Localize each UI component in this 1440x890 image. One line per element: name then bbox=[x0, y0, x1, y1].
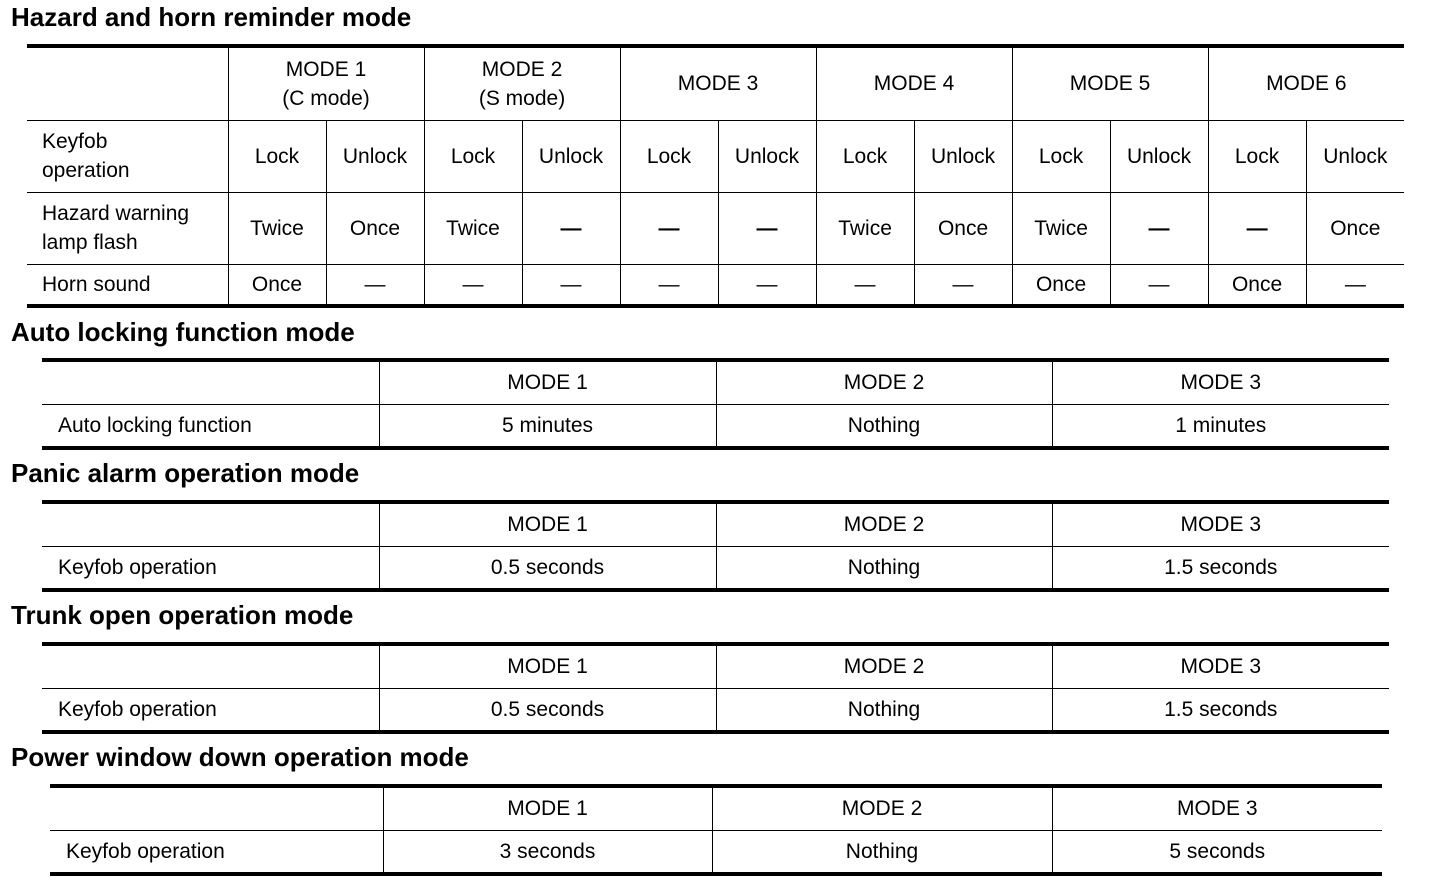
row-label: Keyfob operation bbox=[27, 120, 228, 192]
table-row bbox=[42, 546, 1389, 590]
table-row bbox=[50, 830, 1382, 874]
table-cell: Lock bbox=[1012, 120, 1110, 192]
table-cell: — bbox=[522, 264, 620, 306]
mode-header: MODE 3 bbox=[1052, 786, 1382, 830]
row-label: Horn sound bbox=[27, 264, 228, 306]
table-cell: Lock bbox=[228, 120, 326, 192]
mode-name: MODE 2 bbox=[481, 57, 563, 81]
table-header-row bbox=[42, 502, 1389, 546]
table-cell: Unlock bbox=[718, 120, 816, 192]
table-cell: Unlock bbox=[1110, 120, 1208, 192]
table-corner-cell bbox=[42, 502, 379, 546]
table-cell: — bbox=[326, 264, 424, 306]
table-cell: Once bbox=[1208, 264, 1306, 306]
mode-header: MODE 4 bbox=[816, 46, 1012, 120]
table-cell: 1.5 seconds bbox=[1052, 688, 1389, 732]
table-corner-cell bbox=[50, 786, 383, 830]
table-cell: — bbox=[1208, 192, 1306, 264]
table-corner-cell bbox=[42, 644, 379, 688]
table-row bbox=[42, 688, 1389, 732]
mode-header: MODE 1 bbox=[379, 502, 716, 546]
power-window-mode-table bbox=[50, 784, 1382, 876]
table-row bbox=[27, 120, 1404, 192]
table-cell: — bbox=[1110, 264, 1208, 306]
table-cell: Twice bbox=[1012, 192, 1110, 264]
table-cell: — bbox=[718, 264, 816, 306]
table-cell: Lock bbox=[424, 120, 522, 192]
mode-header: MODE 3 bbox=[1052, 644, 1389, 688]
table-cell: 5 minutes bbox=[379, 404, 716, 448]
table-cell: — bbox=[816, 264, 914, 306]
table-header-row bbox=[27, 46, 1404, 120]
table-cell: 0.5 seconds bbox=[379, 546, 716, 590]
mode-header: MODE 1 bbox=[379, 360, 716, 404]
table-cell: — bbox=[1110, 192, 1208, 264]
row-label: Hazard warning lamp flash bbox=[27, 192, 228, 264]
mode-header: MODE 2 bbox=[712, 786, 1052, 830]
table-cell: — bbox=[914, 264, 1012, 306]
row-label: Keyfob operation bbox=[50, 830, 383, 874]
table-cell: — bbox=[620, 192, 718, 264]
panic-section-title: Panic alarm operation mode bbox=[11, 458, 360, 488]
table-cell: Nothing bbox=[716, 546, 1052, 590]
table-cell: Lock bbox=[816, 120, 914, 192]
table-row bbox=[27, 192, 1404, 264]
table-cell: — bbox=[1306, 264, 1404, 306]
row-label: Keyfob operation bbox=[42, 546, 379, 590]
mode-subtitle: (S mode) bbox=[478, 86, 566, 110]
table-corner-cell bbox=[42, 360, 379, 404]
table-cell: Lock bbox=[1208, 120, 1306, 192]
table-cell: — bbox=[718, 192, 816, 264]
table-cell: Twice bbox=[816, 192, 914, 264]
table-cell: Nothing bbox=[712, 830, 1052, 874]
table-cell: Twice bbox=[228, 192, 326, 264]
mode-header: MODE 2 bbox=[716, 502, 1052, 546]
auto-lock-mode-table bbox=[42, 358, 1389, 450]
hazard-mode-table bbox=[27, 44, 1404, 308]
table-cell: Once bbox=[914, 192, 1012, 264]
hazard-section-title: Hazard and horn reminder mode bbox=[11, 2, 412, 32]
power-window-section-title: Power window down operation mode bbox=[11, 742, 469, 772]
table-header-row bbox=[42, 644, 1389, 688]
table-cell: — bbox=[620, 264, 718, 306]
trunk-mode-table bbox=[42, 642, 1389, 734]
table-cell: Unlock bbox=[914, 120, 1012, 192]
table-header-row bbox=[50, 786, 1382, 830]
table-cell: Lock bbox=[620, 120, 718, 192]
table-cell: — bbox=[424, 264, 522, 306]
table-cell: 1.5 seconds bbox=[1052, 546, 1389, 590]
trunk-section-title: Trunk open operation mode bbox=[11, 600, 354, 630]
mode-header: MODE 5 bbox=[1012, 46, 1208, 120]
table-cell: 5 seconds bbox=[1052, 830, 1382, 874]
mode-name: MODE 1 bbox=[285, 57, 367, 81]
table-row bbox=[27, 264, 1404, 306]
mode-header: MODE 1 bbox=[379, 644, 716, 688]
panic-mode-table bbox=[42, 500, 1389, 592]
table-header-row bbox=[42, 360, 1389, 404]
mode-header: MODE 3 bbox=[1052, 502, 1389, 546]
table-cell: 1 minutes bbox=[1052, 404, 1389, 448]
mode-header: MODE 6 bbox=[1208, 46, 1404, 120]
row-label: Auto locking function bbox=[42, 404, 379, 448]
table-cell: 3 seconds bbox=[383, 830, 712, 874]
table-cell: Once bbox=[326, 192, 424, 264]
table-row bbox=[42, 404, 1389, 448]
mode-subtitle: (C mode) bbox=[282, 86, 370, 110]
table-corner-cell bbox=[27, 46, 228, 120]
mode-header: MODE 3 bbox=[620, 46, 816, 120]
table-cell: 0.5 seconds bbox=[379, 688, 716, 732]
mode-header: MODE 2 bbox=[716, 644, 1052, 688]
table-cell: Unlock bbox=[1306, 120, 1404, 192]
mode-header: MODE 1 bbox=[383, 786, 712, 830]
table-cell: Unlock bbox=[522, 120, 620, 192]
mode-header bbox=[228, 46, 424, 120]
table-cell: — bbox=[522, 192, 620, 264]
table-cell: Twice bbox=[424, 192, 522, 264]
mode-header: MODE 2 bbox=[716, 360, 1052, 404]
mode-header: MODE 3 bbox=[1052, 360, 1389, 404]
table-cell: Nothing bbox=[716, 404, 1052, 448]
mode-header bbox=[424, 46, 620, 120]
table-cell: Once bbox=[1306, 192, 1404, 264]
table-cell: Nothing bbox=[716, 688, 1052, 732]
auto-lock-section-title: Auto locking function mode bbox=[11, 317, 355, 347]
table-cell: Unlock bbox=[326, 120, 424, 192]
table-cell: Once bbox=[1012, 264, 1110, 306]
table-cell: Once bbox=[228, 264, 326, 306]
row-label: Keyfob operation bbox=[42, 688, 379, 732]
